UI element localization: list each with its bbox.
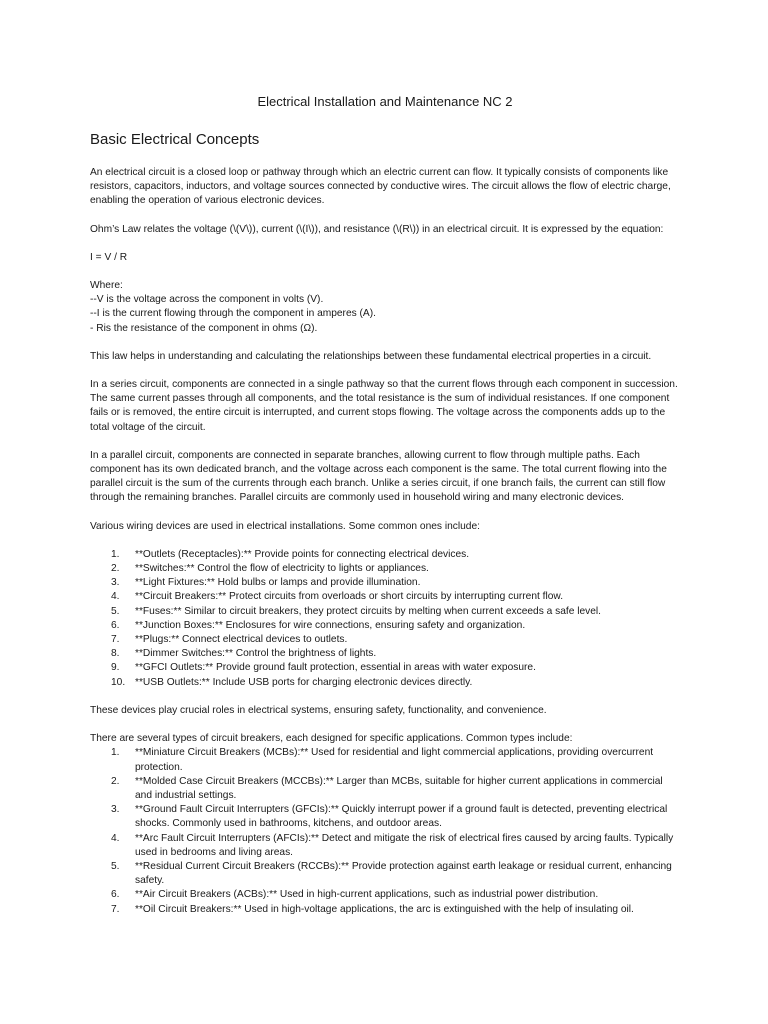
- list-text: **USB Outlets:** Include USB ports for charging electronic devices directly.: [135, 676, 473, 688]
- paragraph-devices-role: These devices play crucial roles in electrical systems, ensuring safety, functionality, and convenience.: [90, 704, 547, 716]
- list-item: [90, 661, 680, 675]
- list-text: **Arc Fault Circuit Interrupters (AFCIs):** Detect and mitigate the risk of electrical fires caused by arcing faults. Typically used in bedrooms and living areas.: [135, 832, 674, 858]
- list-text: **Circuit Breakers:** Protect circuits from overloads or short circuits by interrupting current flow.: [135, 591, 564, 603]
- list-number: 6.: [111, 889, 120, 901]
- list-item: [90, 548, 680, 562]
- where-block: [90, 279, 680, 336]
- list-item: [90, 590, 680, 604]
- paragraph-circuit: An electrical circuit is a closed loop or pathway through which an electric current can flow. It typically consists of components like resistors, capacitors, inductors, and voltage sources connected by conductive wires. The circuit allows the flow of electric charge, enabling the operation of various electronic devices.: [90, 167, 671, 207]
- list-item: [90, 832, 680, 860]
- where-line: --I is the current flowing through the component in amperes (A).: [90, 308, 376, 320]
- list-text: **Ground Fault Circuit Interrupters (GFCIs):** Quickly interrupt power if a ground fault is detected, preventing electrical shocks. Commonly used in bathrooms, kitchens, and outdoor areas.: [135, 804, 668, 830]
- list-number: 7.: [111, 903, 120, 915]
- list-number: 5.: [111, 860, 120, 872]
- list-number: 4.: [111, 832, 120, 844]
- paragraph-breakers-intro: There are several types of circuit breakers, each designed for specific applications. Common types include:: [90, 733, 573, 745]
- paragraph-law-helps: This law helps in understanding and calculating the relationships between these fundamental electrical properties in a circuit.: [90, 350, 652, 362]
- list-number: 3.: [111, 577, 120, 589]
- where-line: --V is the voltage across the component in volts (V).: [90, 294, 324, 306]
- list-text: **Light Fixtures:** Hold bulbs or lamps and provide illumination.: [135, 577, 421, 589]
- list-item: [90, 903, 680, 917]
- list-number: 1.: [111, 747, 120, 759]
- section-heading: Basic Electrical Concepts: [90, 131, 260, 148]
- list-text: **Miniature Circuit Breakers (MCBs):** Used for residential and light commercial applications, providing overcurrent protection.: [135, 747, 654, 773]
- list-item: [90, 576, 680, 590]
- list-item: [90, 562, 680, 576]
- list-item: [90, 746, 680, 774]
- paragraph-series-circuit: In a series circuit, components are connected in a single pathway so that the current flows through each component in succession. The same current passes through all components, and the total resistance is the sum of individual resistances. If one component fails or is removed, the entire circuit is interrupted, and current stops flowing. The voltage across the components adds up to the total voltage of the circuit.: [90, 379, 678, 433]
- list-text: **Switches:** Control the flow of electricity to lights or appliances.: [135, 563, 429, 575]
- where-line: - Ris the resistance of the component in ohms (Ω).: [90, 322, 318, 334]
- list-text: **GFCI Outlets:** Provide ground fault protection, essential in areas with water exposure.: [135, 662, 536, 674]
- list-item: [90, 860, 680, 888]
- list-text: **Residual Current Circuit Breakers (RCCBs):** Provide protection against earth leakage or residual current, enhancing safety.: [135, 860, 672, 887]
- list-number: 5.: [111, 605, 120, 617]
- list-number: 7.: [111, 634, 120, 646]
- list-text: **Oil Circuit Breakers:** Used in high-voltage applications, the arc is extinguished with the help of insulating oil.: [135, 903, 634, 915]
- document-title: Electrical Installation and Maintenance NC 2: [257, 94, 513, 109]
- list-number: 10.: [111, 676, 126, 688]
- paragraph-ohms-law: Ohm’s Law relates the voltage (\(V\)), current (\(I\)), and resistance (\(R\)) in an electrical circuit. It is expressed by the equation:: [90, 223, 664, 235]
- list-text: **Molded Case Circuit Breakers (MCCBs):** Larger than MCBs, suitable for higher current applications in commercial and industrial settings.: [135, 775, 663, 801]
- list-item: [90, 888, 680, 902]
- list-number: 6.: [111, 619, 120, 631]
- list-text: **Dimmer Switches:** Control the brightness of lights.: [135, 648, 377, 660]
- list-item: [90, 605, 680, 619]
- list-number: 4.: [111, 591, 120, 603]
- list-item: [90, 647, 680, 661]
- circuit-breakers-list: [90, 746, 680, 916]
- paragraph-wiring-intro: Various wiring devices are used in electrical installations. Some common ones include:: [90, 520, 480, 532]
- list-text: **Outlets (Receptacles):** Provide points for connecting electrical devices.: [135, 548, 470, 560]
- list-number: 3.: [111, 804, 120, 816]
- list-text: **Plugs:** Connect electrical devices to outlets.: [135, 634, 348, 646]
- list-item: [90, 775, 680, 803]
- list-number: 8.: [111, 648, 120, 660]
- list-number: 2.: [111, 775, 120, 787]
- where-label: Where:: [90, 280, 123, 292]
- list-text: **Junction Boxes:** Enclosures for wire connections, ensuring safety and organization.: [135, 619, 526, 631]
- list-item: [90, 803, 680, 831]
- list-text: **Fuses:** Similar to circuit breakers, they protect circuits by melting when current exceeds a safe level.: [135, 605, 601, 617]
- list-number: 1.: [111, 548, 120, 560]
- list-number: 9.: [111, 662, 120, 674]
- wiring-devices-list: [90, 548, 680, 690]
- equation: I = V / R: [90, 251, 128, 263]
- paragraph-parallel-circuit: In a parallel circuit, components are connected in separate branches, allowing current to flow through multiple paths. Each component has its own dedicated branch, and the voltage across each component is the same. The total current flowing into the parallel circuit is the sum of the currents through each branch. Unlike a series circuit, if one branch fails, the current can still flow through the remaining branches. Parallel circuits are commonly used in household wiring and many electronic devices.: [90, 449, 667, 504]
- list-item: [90, 619, 680, 633]
- list-item: [90, 676, 680, 690]
- list-item: [90, 633, 680, 647]
- list-number: 2.: [111, 563, 120, 575]
- list-text: **Air Circuit Breakers (ACBs):** Used in high-current applications, such as industrial power distribution.: [135, 889, 599, 901]
